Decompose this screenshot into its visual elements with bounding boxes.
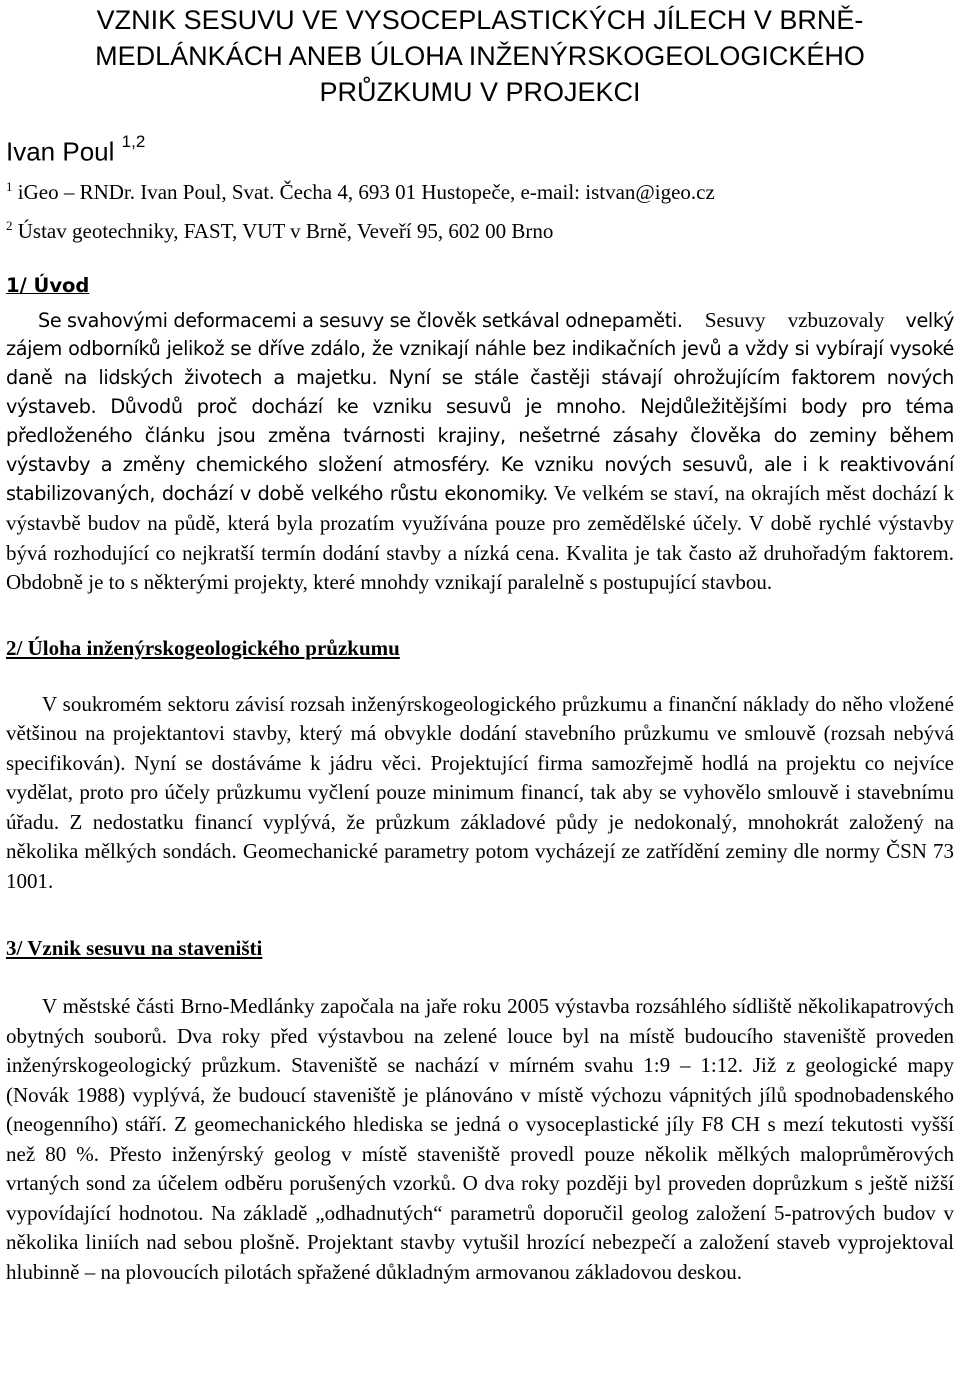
section-3-paragraph: V městské části Brno-Medlánky započala na jaře roku 2005 výstavba rozsáhlého sídliště několikapatrových obytných souborů. Dva roky před výstavbou na zelené louce byl na místě budoucího staveniště proveden inženýrskogeologický průzkum. Staveniště se nachází v mírném svahu 1:9 – 1:12. Již z geologické mapy (Novák 1988) vyplývá, že budoucí staveniště je plánováno v místě výchozu vápnitých jílů spodnobadenského (neogenního) stáří. Z geomechanického hlediska se jedná o vysoceplastické jíly F8 CH s mezí tekutosti vyšší než 80 %. Přesto inženýrský geolog v místě staveniště provedl pouze několik mělkých maloprůměrových vrtaných sond za účelem odběru porušených vzorků. O dva roky později byl proveden doprůzkum s ještě nižší vypovídající hodnotou. Na základě „odhadnutých“ parametrů doporučil geolog založení 5-patrových budov v několika liniích nad sebou plošně. Projektant stavby vytušil hrozící nebezpečí a založení staveb vyprojektoval hlubinně – na plovoucích pilotách spřažené důkladným armovanou základovou deskou.: [6, 994, 954, 1284]
section-1-paragraph: [6, 306, 954, 598]
title-line-2: MEDLÁNKÁCH ANEB ÚLOHA INŽENÝRSKOGEOLOGICKÉHO: [95, 41, 865, 71]
section-1-heading-text: 1/ Úvod: [6, 273, 90, 297]
paper-title: [6, 2, 954, 110]
section-2-heading: [6, 634, 954, 662]
section-1-body-serif: Ve velkém se staví, na okrajích měst dochází k výstavbě budov na půdě, která byla prozatím využívána pouze pro zemědělské účely. V době rychlé výstavby bývá rozhodující co nejkratší termín dodání stavby a nízká cena. Kvalita je tak často až druhořadým faktorem. Obdobně je to s některými projekty, které mnohdy vznikají paralelně s postupující stavbou.: [6, 481, 954, 595]
document-page: [6, 0, 954, 1287]
section-1-heading: [6, 272, 954, 300]
title-line-3: PRŮZKUMU V PROJEKCI: [319, 77, 641, 107]
section-1-sentence-2: Sesuvy vzbuzovaly: [682, 307, 885, 332]
affiliation-1-text: iGeo – RNDr. Ivan Poul, Svat. Čecha 4, 693 01 Hustopeče, e-mail: istvan@igeo.cz: [17, 179, 715, 204]
author-line: [6, 128, 954, 170]
section-3-heading: [6, 934, 954, 962]
affiliation-2-text: Ústav geotechniky, FAST, VUT v Brně, Veveří 95, 602 00 Brno: [17, 218, 554, 243]
section-3-heading-text: 3/ Vznik sesuvu na staveništi: [6, 936, 263, 961]
author-affiliation-sup: 1,2: [121, 132, 146, 151]
affiliation-2: [6, 209, 954, 248]
affiliation-1-sup: 1: [6, 178, 13, 194]
section-2-paragraph: V soukromém sektoru závisí rozsah inženýrskogeologického průzkumu a finanční náklady do něho vložené většinou na projektantovi stavby, který má obvykle dodání stavebního průzkumu ve smlouvě (rozsah nebývá specifikován). Nyní se dostáváme k jádru věci. Projektující firma samozřejmě hodlá na projektu co nejvíce vydělat, proto pro účely průzkumu vyčlení pouze minimum financí, tak aby se vyhovělo smlouvě i stavebnímu úřadu. Z nedostatku financí vyplývá, že průzkum základové půdy je nedokonalý, mnohokrát založený na několika mělkých sondách. Geomechanické parametry potom vycházejí ze zatřídění zeminy dle normy ČSN 73 1001.: [6, 691, 954, 893]
section-2-heading-text: 2/ Úloha inženýrskogeologického průzkumu: [6, 635, 400, 660]
author-name: Ivan Poul: [6, 136, 115, 167]
title-line-1: VZNIK SESUVU VE VYSOCEPLASTICKÝCH JÍLECH V BRNĚ-: [96, 5, 864, 35]
affiliation-1: [6, 170, 954, 209]
section-1-body: velký zájem odborníků jelikož se dříve zdálo, že vznikají náhle bez indikačních jevů a vždy si vybírají vysoké daně na lidských životech a majetku. Nyní se stále častěji stávají ohrožujícím faktorem nových výstaveb. Důvodů proč dochází ke vzniku sesuvů je mnoho. Nejdůležitějšími body pro téma předloženého článku jsou změna tvárnosti krajiny, nešetrné zásahy člověka do zeminy během výstavby a změny chemického složení atmosféry. Ke vzniku nových sesuvů, ale i k reaktivování stabilizovaných, dochází v době velkého růstu ekonomiky.: [6, 308, 954, 506]
affiliation-2-sup: 2: [6, 217, 13, 233]
section-1-sentence-1: Se svahovými deformacemi a sesuvy se člověk setkával odnepaměti.: [38, 308, 683, 332]
